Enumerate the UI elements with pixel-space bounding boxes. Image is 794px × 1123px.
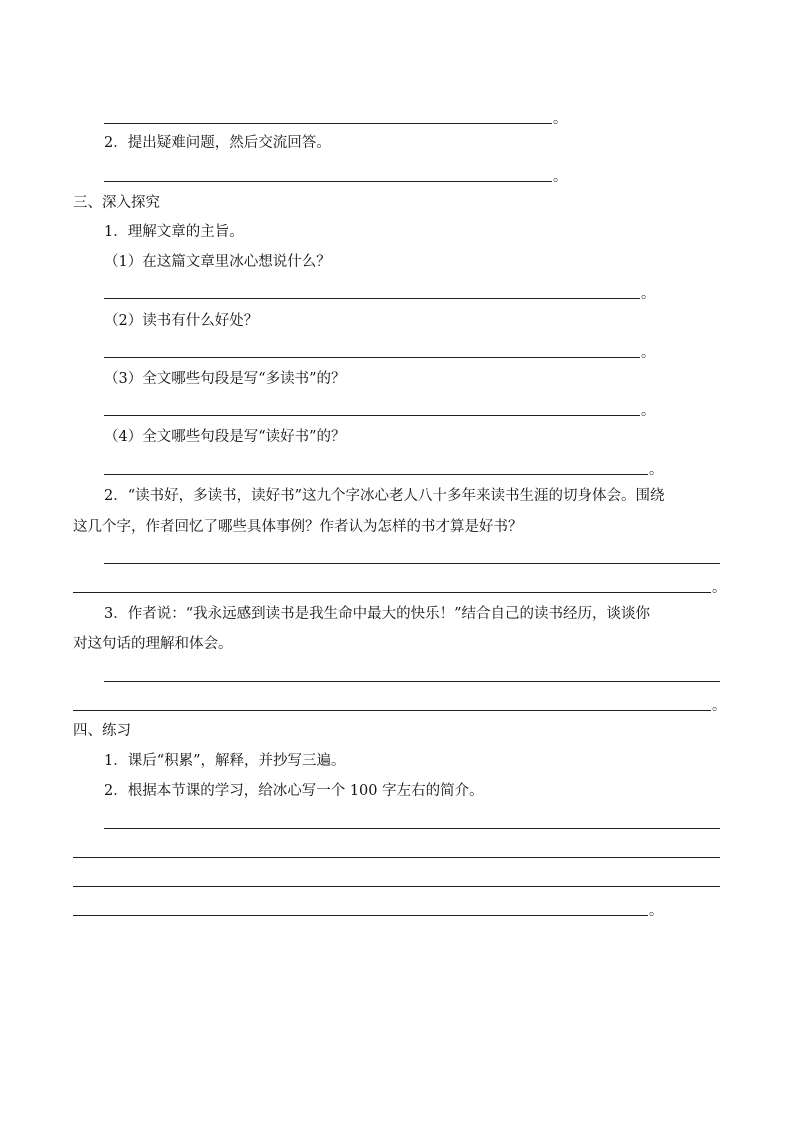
answer-line[interactable] xyxy=(104,563,720,564)
question-3-2-line-1: 2．“读书好，多读书，读好书”这九个字冰心老人八十多年来读书生涯的切身体会。围绕 xyxy=(104,488,665,504)
answer-line[interactable] xyxy=(104,828,720,829)
answer-line[interactable] xyxy=(104,415,640,416)
section-heading-4: 四、练习 xyxy=(73,723,131,739)
question-3-3-line-1: 3．作者说：“我永远感到读书是我生命中最大的快乐！”结合自己的读书经历，谈谈你 xyxy=(104,606,651,622)
line-end-period: 。 xyxy=(553,111,567,127)
question-3-2-line-2: 这几个字，作者回忆了哪些具体事例？作者认为怎样的书才算是好书？ xyxy=(73,519,523,535)
question-3-3-line-2: 对这句话的理解和体会。 xyxy=(73,636,233,652)
line-end-period: 。 xyxy=(641,286,655,302)
answer-line[interactable] xyxy=(73,915,648,916)
question-3-1-1: （1）在这篇文章里冰心想说什么？ xyxy=(104,254,331,270)
answer-line[interactable] xyxy=(104,298,640,299)
line-end-period: 。 xyxy=(641,345,655,361)
answer-line[interactable] xyxy=(73,886,720,887)
question-3-1: 1．理解文章的主旨。 xyxy=(104,224,244,240)
line-end-period: 。 xyxy=(712,580,726,596)
answer-line[interactable] xyxy=(104,123,552,124)
question-3-1-4: （4）全文哪些句段是写“读好书”的？ xyxy=(104,429,346,445)
question-3-1-2: （2）读书有什么好处？ xyxy=(104,313,259,329)
question-4-1: 1．课后“积累”，解释，并抄写三遍。 xyxy=(104,753,346,769)
answer-line[interactable] xyxy=(73,857,720,858)
line-end-period: 。 xyxy=(553,169,567,185)
answer-line[interactable] xyxy=(104,474,648,475)
question-3-1-3: （3）全文哪些句段是写“多读书”的？ xyxy=(104,371,346,387)
answer-line[interactable] xyxy=(73,710,711,711)
line-end-period: 。 xyxy=(641,403,655,419)
answer-line[interactable] xyxy=(104,681,720,682)
line-end-period: 。 xyxy=(649,903,663,919)
question-2-2: 2．提出疑难问题，然后交流回答。 xyxy=(104,135,331,151)
line-end-period: 。 xyxy=(649,462,663,478)
answer-line[interactable] xyxy=(104,181,552,182)
line-end-period: 。 xyxy=(712,698,726,714)
question-4-2: 2．根据本节课的学习，给冰心写一个 100 字左右的简介。 xyxy=(104,783,484,799)
answer-line[interactable] xyxy=(104,357,640,358)
section-heading-3: 三、深入探究 xyxy=(73,195,160,211)
answer-line[interactable] xyxy=(73,592,711,593)
